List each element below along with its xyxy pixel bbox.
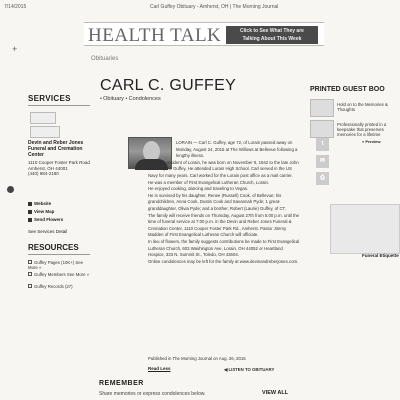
resource-item[interactable]: Guffey Records (27) (28, 284, 90, 289)
services-heading: SERVICES (28, 94, 71, 103)
remember-heading: REMEMBER (99, 380, 144, 387)
obit-paragraph: Online condolences may be left for the family at www.devinandreberjones.com. (148, 258, 299, 264)
twitter-icon[interactable]: t (316, 138, 329, 151)
print-date: 7/14/2015 (4, 4, 27, 10)
document-icon (28, 260, 32, 264)
view-all-link[interactable]: VIEW ALL (262, 390, 289, 396)
bullet-icon: • (125, 96, 129, 102)
listen-button[interactable]: ◀ LISTEN TO OBITUARY (224, 367, 275, 372)
obit-paragraph: A lifelong resident of Lorain, he was born on November 9, 1942 to the late John and Marjorie Guffey. He attended Lorain High School. Carl served in the US Navy for many years. Carl worked for the Lorain post office as a mail carrier. (148, 159, 299, 178)
guestbook-text-2: Professionally printed in a keepsake that preserves memories for a lifetime (337, 122, 387, 137)
print-header (0, 0, 400, 12)
sponsor-logo[interactable] (30, 126, 60, 138)
health-talk-banner[interactable] (84, 22, 324, 46)
resource-item[interactable]: Guffey Pages (10K+) See More » (28, 260, 84, 270)
obit-paragraph: LORAIN — Carl C. Guffey, age 72, of Lorain passed away on Monday, August 24, 2015 at The Willows at Bellevue following a lengthy illness. (176, 140, 298, 159)
remember-subtitle: Share memories or express condolences below. (99, 391, 206, 397)
banner-logo: HEALTH TALK (88, 25, 222, 46)
people-icon (28, 272, 32, 276)
tab-obituary[interactable]: Obituary (103, 96, 124, 102)
resources-heading: RESOURCES (28, 243, 79, 252)
guestbook-image[interactable] (310, 99, 334, 117)
speaker-icon: ◀ (224, 367, 229, 372)
obit-paragraph: He enjoyed cooking, dancing and traveling to Vegas. (148, 186, 249, 192)
published-line: Published in The Morning Journal on Aug. 26, 2015 (148, 356, 246, 361)
print-title: Carl Guffey Obituary - Amherst, OH | The Morning Journal (150, 4, 279, 10)
bullet-icon: • (100, 96, 104, 102)
banner-ad-line2: Talking About This Week (242, 36, 302, 42)
punch-hole (7, 186, 14, 193)
email-icon[interactable]: ✉ (316, 155, 329, 168)
deceased-name: CARL C. GUFFEY (100, 77, 237, 94)
records-icon (28, 284, 32, 288)
funeral-home-address: 1110 Cooper Foster Park Road Amherst, OH 44001 (440) 984-2180 (28, 160, 90, 176)
funeral-etiquette-heading[interactable]: Funeral Etiquette (362, 253, 399, 258)
funeral-home-logo[interactable] (30, 112, 56, 124)
website-link[interactable]: Website (28, 201, 51, 206)
obit-paragraph: The family will receive friends on Thursday, August 27th from 5:00 p.m. until the time of funeral service at 7:00 p.m. in the Devin and Reber Jones Funeral & Cremation Center, 1110 Cooper Foster Park Rd., Amherst. Pastor Jimmy Madden of First Evangelical Lutheran Church will officiate. (148, 212, 300, 238)
obituary-tabs (100, 96, 161, 102)
subnav-obituaries[interactable]: Obituaries (91, 56, 119, 62)
flower-icon (28, 218, 32, 222)
banner-ad-button[interactable] (226, 26, 318, 44)
funeral-home-name[interactable]: Devin and Reber Jones Funeral and Cremation Center (28, 140, 84, 158)
map-pin-icon (28, 210, 32, 214)
guestbook-heading: PRINTED GUEST BOO (310, 86, 385, 93)
guestbook-text-1: Hold on to the Memories & Thoughts (337, 102, 388, 112)
obit-paragraph: He was a member of First Evangelical Lutheran Church, Lorain. (148, 179, 270, 185)
read-less-link[interactable]: Read Less (148, 366, 171, 371)
obituary-text (148, 140, 300, 265)
send-flowers-link[interactable]: Send Flowers (28, 217, 63, 222)
view-map-link[interactable]: View Map (28, 209, 54, 214)
banner-ad-line1: Click to See What They are (240, 28, 304, 34)
divider (28, 254, 90, 255)
resource-item[interactable]: Guffey Members See More » (28, 272, 90, 277)
tab-condolences[interactable]: Condolences (128, 96, 161, 102)
divider (28, 105, 90, 106)
advertisement[interactable] (330, 204, 400, 254)
website-icon (28, 202, 32, 206)
scan-mark: + (12, 44, 18, 54)
obit-paragraph: In lieu of flowers, the family suggests contributions be made to First Evangelical Lutheran Church, 603 Washington Ave, Lorain, OH 44052 or Heartland Hospice, 333 N. Summit St., Toledo, OH 43604. (148, 238, 300, 258)
see-services-detail-link[interactable]: See Services Detail (28, 229, 68, 234)
obit-paragraph: He is survived by his daughter, Renee (Russell) Cook, of Bellevue; his grandchildren, Anna Cook, Dustin Cook and Savannah Pyde; 1 great-granddaughter, Olivia Pyde; and a brother, Robert (Laurie) Guffey, of CT. (148, 192, 286, 211)
guestbook-image[interactable] (310, 120, 334, 138)
print-icon[interactable]: ⎙ (316, 172, 329, 185)
preview-link[interactable]: » Preview (362, 139, 381, 144)
